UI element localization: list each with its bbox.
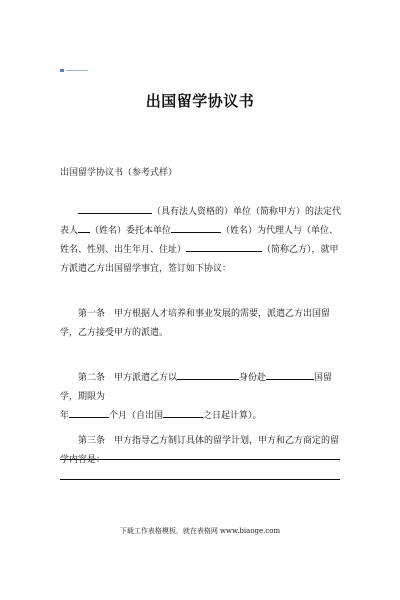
blank-legal-rep[interactable] bbox=[78, 222, 90, 233]
article2-text-3: 国留学，期限为 bbox=[60, 373, 333, 402]
article2-text-6: 之日起计算）。 bbox=[203, 411, 262, 421]
blank-study-content-line-1[interactable] bbox=[60, 459, 340, 460]
logo-line bbox=[66, 70, 88, 71]
document-title: 出国留学协议书 bbox=[145, 92, 255, 110]
blank-country[interactable] bbox=[266, 369, 314, 380]
article-1: 第一条 甲方根据人才培养和事业发展的需要，派遣乙方出国留学，乙方接受甲方的派遣。 bbox=[60, 309, 331, 338]
logo-mark bbox=[60, 69, 88, 72]
blank-study-content-line-2[interactable] bbox=[60, 479, 340, 480]
logo-block bbox=[60, 69, 64, 72]
blank-status[interactable] bbox=[177, 369, 239, 380]
intro-text-2: （姓名）委托本单位 bbox=[90, 226, 172, 236]
blank-departure-date[interactable] bbox=[163, 407, 203, 418]
blank-party-b[interactable] bbox=[186, 241, 262, 252]
blank-unit-name[interactable] bbox=[78, 203, 152, 214]
article-2 bbox=[60, 369, 342, 426]
document-subtitle: 出国留学协议书（参考式样） bbox=[60, 168, 178, 178]
blank-agent-name[interactable] bbox=[171, 222, 221, 233]
article2-text-4: 年 bbox=[60, 411, 70, 421]
article2-text-5: 个月（自出国 bbox=[109, 411, 164, 421]
intro-text-4: （简称乙方），就甲方派遣乙方出国留学事宜，签订如下协议： bbox=[60, 245, 339, 274]
paragraph-intro bbox=[60, 203, 342, 279]
intro-text-3: （姓名）为代理人与（单位、姓名、性别、出生年月、住址） bbox=[60, 226, 339, 255]
article-3: 第三条 甲方指导乙方制订具体的留学计划，甲方和乙方商定的留学内容是： bbox=[60, 436, 340, 465]
blank-years[interactable] bbox=[69, 407, 109, 418]
article2-text-1: 第二条 甲方派遣乙方以 bbox=[78, 373, 178, 383]
intro-text-1: （具有法人资格的）单位（简称甲方）的法定代表人 bbox=[60, 207, 342, 236]
article2-text-2: 身份赴 bbox=[239, 373, 267, 383]
page-footer: 下载工作表格模板，就在表格网 www.biaoge.com bbox=[119, 527, 281, 535]
